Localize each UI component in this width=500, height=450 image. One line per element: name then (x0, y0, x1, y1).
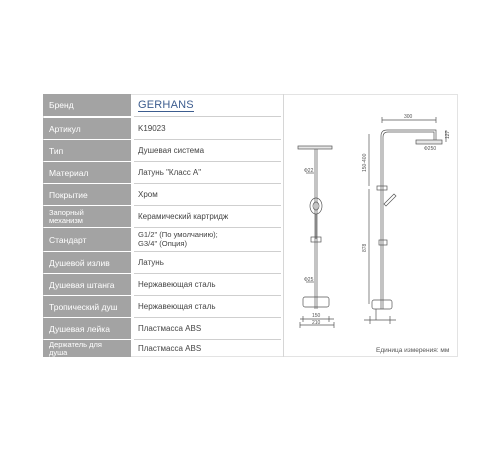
spec-label: Бренд (43, 94, 131, 116)
spec-label: Покрытие (43, 184, 131, 205)
brand-logo: GERHANS (138, 98, 194, 111)
spec-value: K19023 (138, 124, 166, 133)
spec-value (134, 94, 281, 116)
dim-height: 150-400 (362, 153, 368, 172)
spec-row-spout (43, 252, 281, 273)
side-mixer (372, 300, 392, 309)
side-hand-shower (384, 194, 396, 206)
spec-row-material (43, 162, 281, 183)
spec-row-type (43, 140, 281, 161)
dim-head: Ф250 (424, 146, 437, 152)
dim-pipe-top: Ф22 (304, 168, 314, 174)
spec-row-holder (43, 340, 281, 357)
front-mixer (303, 297, 329, 307)
spec-label: Душевая лейка (43, 318, 131, 339)
label-line: механизм (49, 215, 83, 225)
spec-value: Керамический картридж (138, 212, 229, 221)
spec-row-standard (43, 228, 281, 251)
spec-value: Нержавеющая сталь (138, 280, 216, 289)
value-line: G1/2" (По умолчанию); (138, 230, 218, 239)
spec-row-finish (43, 184, 281, 205)
spec-row-valve (43, 206, 281, 227)
spec-value: Латунь (138, 258, 164, 267)
spec-row-brand (43, 94, 281, 116)
spec-label: Тип (43, 140, 131, 161)
spec-label: Материал (43, 162, 131, 183)
row-divider (134, 116, 281, 117)
dim-lower: 878 (362, 243, 368, 252)
spec-value: Пластмасса ABS (138, 344, 202, 353)
spec-value: Пластмасса ABS (138, 324, 202, 333)
spec-value: Душевая система (138, 146, 205, 155)
spec-label: Тропический душ (43, 296, 131, 317)
unit-note: Единица измерения: мм (376, 347, 450, 354)
side-shower-head (416, 140, 442, 144)
side-view (362, 114, 451, 324)
spec-value: Латунь "Класс А" (138, 168, 202, 177)
dim-w2: 210 (312, 320, 321, 326)
spec-row-rain (43, 296, 281, 317)
spec-label: Душевой излив (43, 252, 131, 273)
side-clamp (377, 186, 387, 190)
spec-row-handshower (43, 318, 281, 339)
spec-label: Артикул (43, 118, 131, 139)
label-line: душа (49, 347, 68, 357)
dim-arm: 300 (404, 114, 413, 120)
label-line: Держатель для (49, 340, 102, 349)
front-hand-shower (310, 198, 322, 214)
spec-value (134, 228, 281, 251)
technical-drawing (286, 94, 458, 357)
dim-top: 127 (445, 130, 451, 139)
front-shower-head (298, 146, 332, 149)
spec-label: Стандарт (43, 228, 131, 251)
spec-label: Душевая штанга (43, 274, 131, 295)
dim-w1: 150 (312, 313, 321, 319)
dim-pipe-low: Ф25 (304, 277, 314, 283)
spec-value: Хром (138, 190, 158, 199)
column-divider (283, 94, 284, 357)
label-line: Запорный (49, 208, 84, 217)
spec-label (43, 206, 131, 227)
spec-card (43, 94, 458, 357)
spec-row-article (43, 118, 281, 139)
front-view (298, 146, 334, 328)
value-line: G3/4" (Опция) (138, 238, 188, 248)
spec-label (43, 340, 131, 357)
spec-row-bar (43, 274, 281, 295)
spec-value: Нержавеющая сталь (138, 302, 216, 311)
